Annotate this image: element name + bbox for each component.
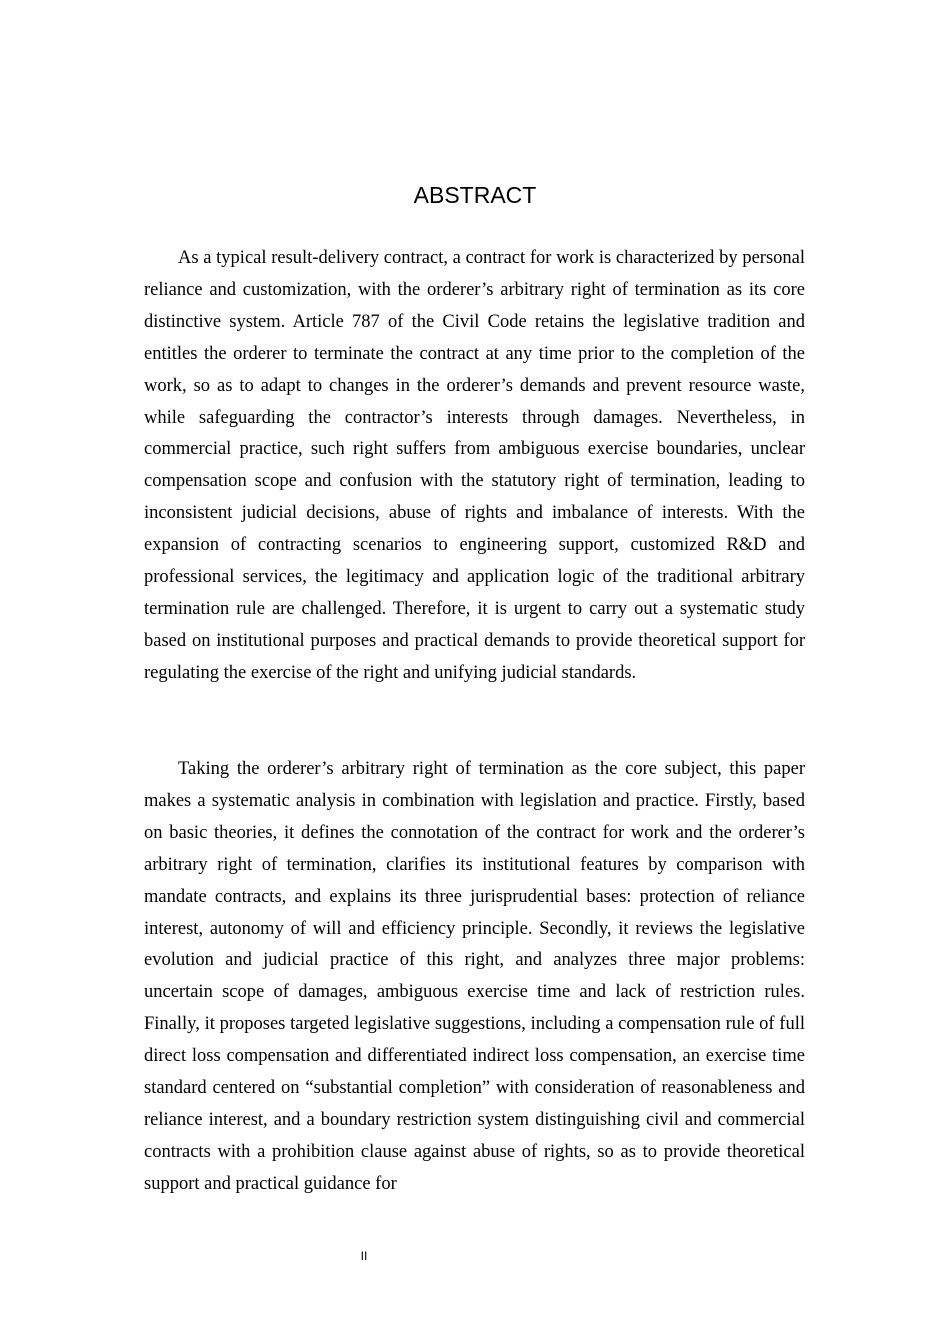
abstract-paragraph-2: Taking the orderer’s arbitrary right of termination as the core subject, this paper makes a systematic analysis in combination with legislation and practice. Firstly, based on basic theories, it defines the connotation of the contract for work and the orderer’s arbitrary right of termination, clarifies its institutional features by comparison with mandate contracts, and explains its three jurisprudential bases: protection of reliance interest, autonomy of will and efficiency principle. Secondly, it reviews the legislative evolution and judicial practice of this right, and analyzes three major problems: uncertain scope of damages, ambiguous exercise time and lack of restriction rules. Finally, it proposes targeted legislative suggestions, including a compensation rule of full direct loss compensation and differentiated indirect loss compensation, an exercise time standard centered on “substantial completion” with consideration of reasonableness and reliance interest, and a boundary restriction system distinguishing civil and commercial contracts with a prohibition clause against abuse of rights, so as to provide theoretical support and practical guidance for: [144, 759, 805, 1194]
page-number: II: [360, 1249, 368, 1263]
abstract-paragraph-1: As a typical result-delivery contract, a contract for work is characterized by personal reliance and customization, with the orderer’s arbitrary right of termination as its core distinctive system. Article 787 of the Civil Code retains the legislative tradition and entitles the orderer to terminate the contract at any time prior to the completion of the work, so as to adapt to changes in the orderer’s demands and prevent resource waste, while safeguarding the contractor’s interests through damages. Nevertheless, in commercial practice, such right suffers from ambiguous exercise boundaries, unclear compensation scope and confusion with the statutory right of termination, leading to inconsistent judicial decisions, abuse of rights and imbalance of interests. With the expansion of contracting scenarios to engineering support, customized R&D and professional services, the legitimacy and application logic of the traditional arbitrary termination rule are challenged. Therefore, it is urgent to carry out a systematic study based on institutional purposes and practical demands to provide theoretical support for regulating the exercise of the right and unifying judicial standards.: [144, 248, 805, 683]
page-title: ABSTRACT: [413, 182, 537, 208]
